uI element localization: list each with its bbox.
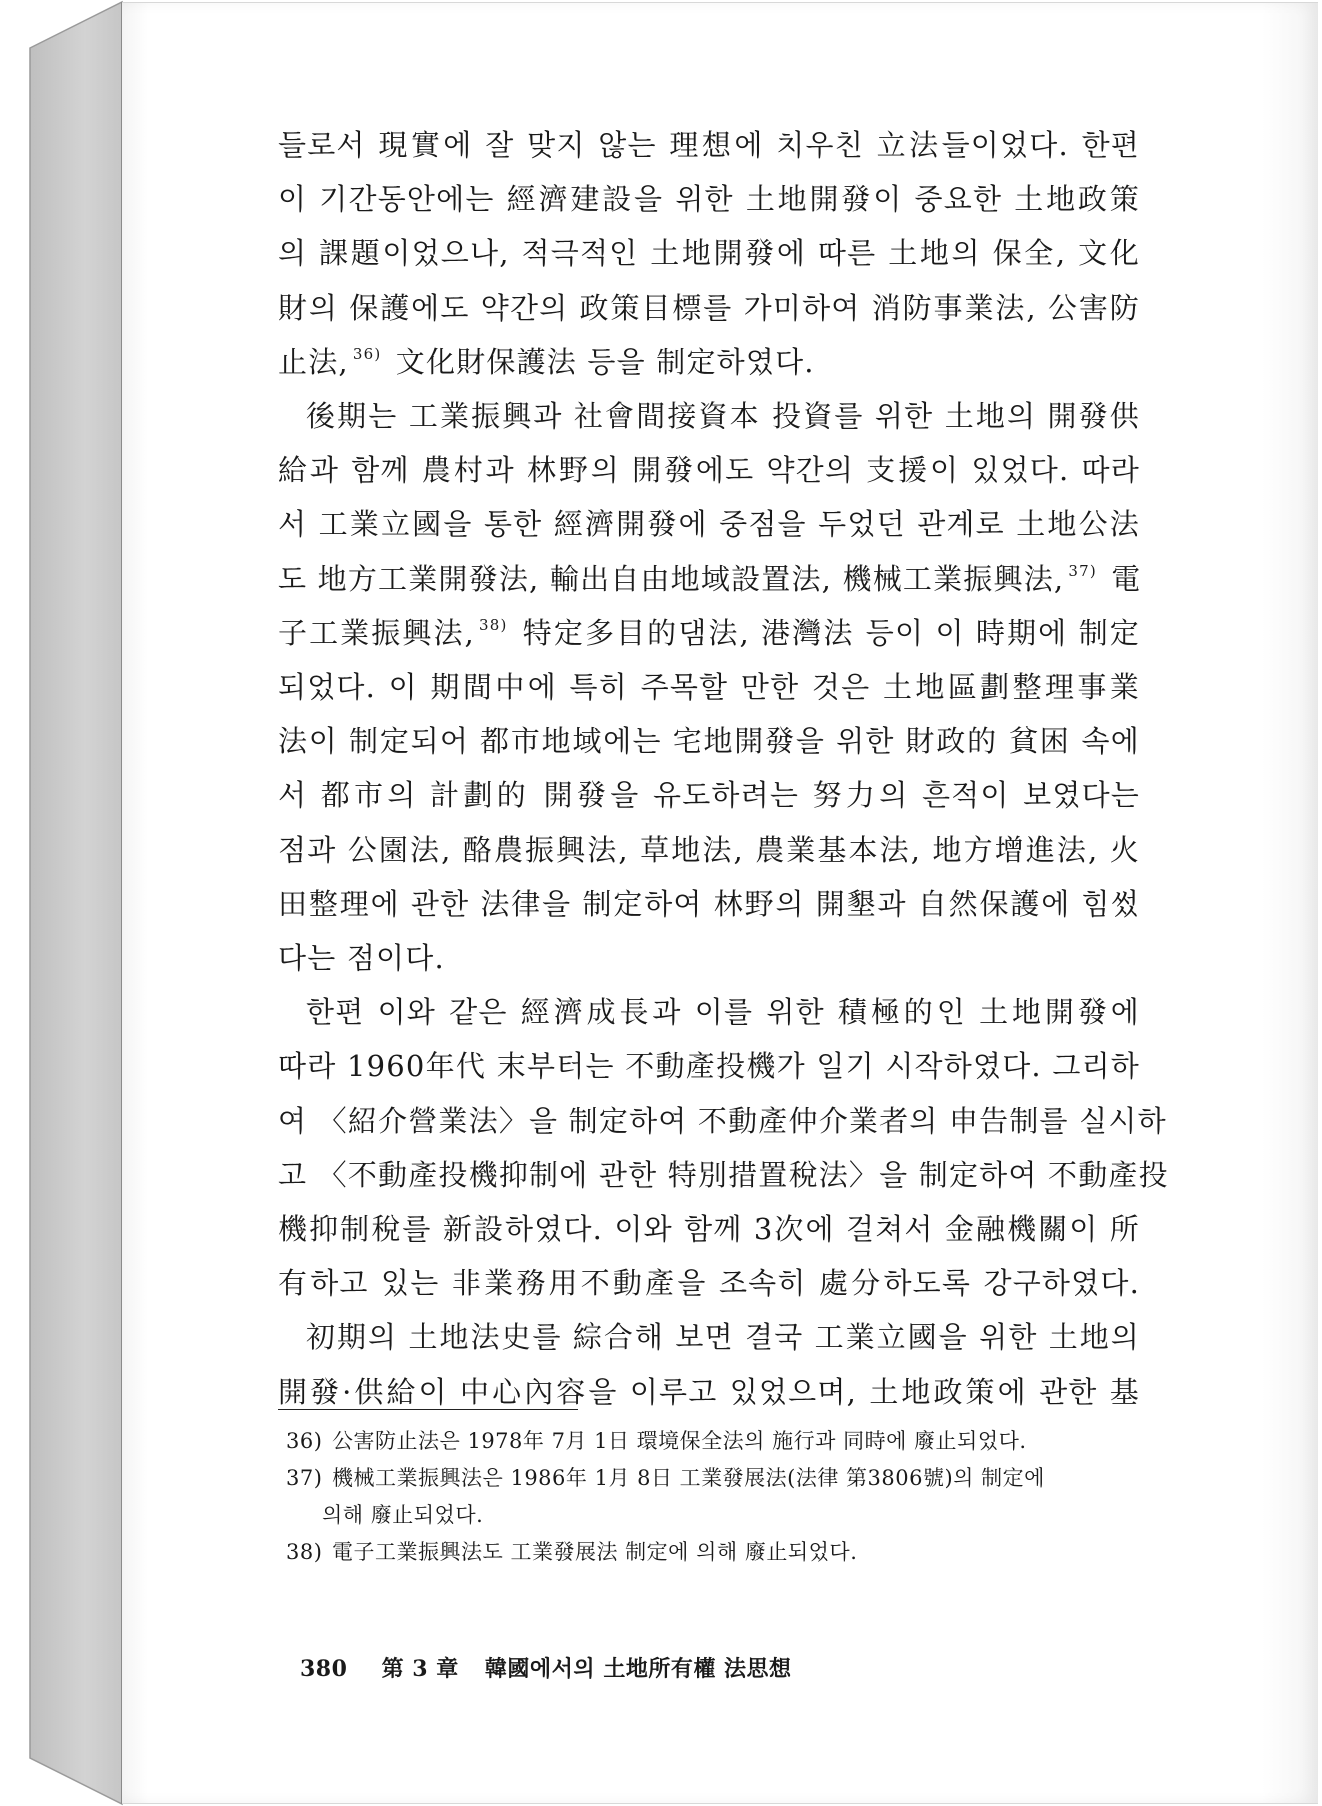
book-spine-graphic [0, 0, 130, 1806]
page-body [278, 118, 1169, 1419]
footnote-text: 公害防止法은 1978年 7月 1日 環境保全法의 施行과 同時에 廢止되었다. [332, 1429, 1027, 1453]
text-line: 이 기간동안에는 經濟建設을 위한 土地開發이 중요한 土地政策 [278, 182, 1140, 217]
text-line: 고 〈不動產投機抑制에 관한 特別措置稅法〉을 制定하여 不動產投 [278, 1157, 1169, 1192]
text-line: 서 工業立國을 통한 經濟開發에 중점을 두었던 관계로 土地公法 [278, 507, 1140, 542]
text-line: 開發·供給이 中心內容을 이루고 있었으며, 土地政策에 관한 基 [278, 1374, 1140, 1409]
text-segment: 文化財保護法 등을 制定하였다. [385, 344, 815, 379]
running-footer [300, 1652, 792, 1683]
text-line: 서 都市의 計劃的 開發을 유도하려는 努力의 흔적이 보였다는 [278, 778, 1140, 813]
chapter-label: 第 3 章 [381, 1656, 459, 1682]
text-line [278, 335, 1140, 389]
text-segment: 子工業振興法, [278, 615, 475, 650]
footnote-number: 38) [286, 1540, 323, 1564]
text-line: 田整理에 관한 法律을 制定하여 林野의 開墾과 自然保護에 힘썼 [278, 886, 1140, 921]
text-line: 되었다. 이 期間中에 특히 주목할 만한 것은 土地區劃整理事業 [278, 670, 1140, 705]
text-line: 機抑制稅를 新設하였다. 이와 함께 3次에 걸쳐서 金融機關이 所 [278, 1212, 1140, 1247]
text-line: 따라 1960年代 末부터는 不動產投機가 일기 시작하였다. 그리하 [278, 1049, 1140, 1084]
text-line: 점과 公園法, 酪農振興法, 草地法, 農業基本法, 地方增進法, 火 [278, 832, 1140, 867]
footnote-reference[interactable]: 36) [352, 344, 382, 363]
body-paragraphs [278, 118, 1169, 1419]
text-segment: 도 地方工業開發法, 輸出自由地域設置法, 機械工業振興法, [278, 561, 1065, 596]
text-line: 다는 점이다. [278, 941, 445, 976]
text-line: 들로서 現實에 잘 맞지 않는 理想에 치우친 立法들이었다. 한편 [278, 128, 1140, 162]
text-line: 財의 保護에도 약간의 政策目標를 가미하여 消防事業法, 公害防 [278, 290, 1140, 325]
footnote-item [286, 1460, 1146, 1497]
footnote-reference[interactable]: 37) [1068, 561, 1097, 580]
book-edge [0, 0, 130, 1806]
footnote-item [286, 1497, 1146, 1534]
text-segment: 電 [1100, 561, 1142, 596]
text-line: 有하고 있는 非業務用不動產을 조속히 處分하도록 강구하였다. [278, 1266, 1140, 1301]
footnote-text: 의해 廢止되었다. [322, 1503, 484, 1527]
footnote-item [286, 1534, 1146, 1571]
text-line [278, 606, 1140, 660]
text-line: 의 課題이었으나, 적극적인 土地開發에 따른 土地의 保全, 文化 [278, 236, 1140, 271]
footnote-reference[interactable]: 38) [478, 615, 508, 634]
footnote-item [286, 1423, 1146, 1460]
footnote-text: 電子工業振興法도 工業發展法 制定에 의해 廢止되었다. [332, 1540, 858, 1564]
page-number: 380 [300, 1656, 348, 1682]
text-line: 法이 制定되어 都市地域에는 宅地開發을 위한 財政的 貧困 속에 [278, 724, 1140, 759]
text-line: 給과 함께 農村과 林野의 開發에도 약간의 支援이 있었다. 따라 [278, 453, 1140, 488]
footnote-text: 機械工業振興法은 1986年 1月 8日 工業發展法(法律 第3806號)의 制定에 [332, 1466, 1045, 1490]
text-line: 한편 이와 같은 經濟成長과 이를 위한 積極的인 土地開發에 [306, 995, 1140, 1030]
text-segment: 止法, [278, 344, 349, 379]
footnote-number: 36) [286, 1429, 323, 1453]
footnote-divider [278, 1409, 578, 1410]
text-line: 初期의 土地法史를 綜合해 보면 결국 工業立國을 위한 土地의 [306, 1320, 1140, 1355]
text-line: 여 〈紹介營業法〉을 制定하여 不動產仲介業者의 申告制를 실시하 [278, 1103, 1167, 1138]
chapter-title: 韓國에서의 土地所有權 法思想 [484, 1656, 792, 1682]
text-segment: 特定多目的댐法, 港灣法 등이 이 時期에 制定 [511, 615, 1140, 650]
footnote-number: 37) [286, 1466, 323, 1490]
footnotes [286, 1423, 1146, 1571]
text-line: 後期는 工業振興과 社會間接資本 投資를 위한 土地의 開發供 [306, 399, 1140, 434]
text-line [278, 552, 1140, 606]
